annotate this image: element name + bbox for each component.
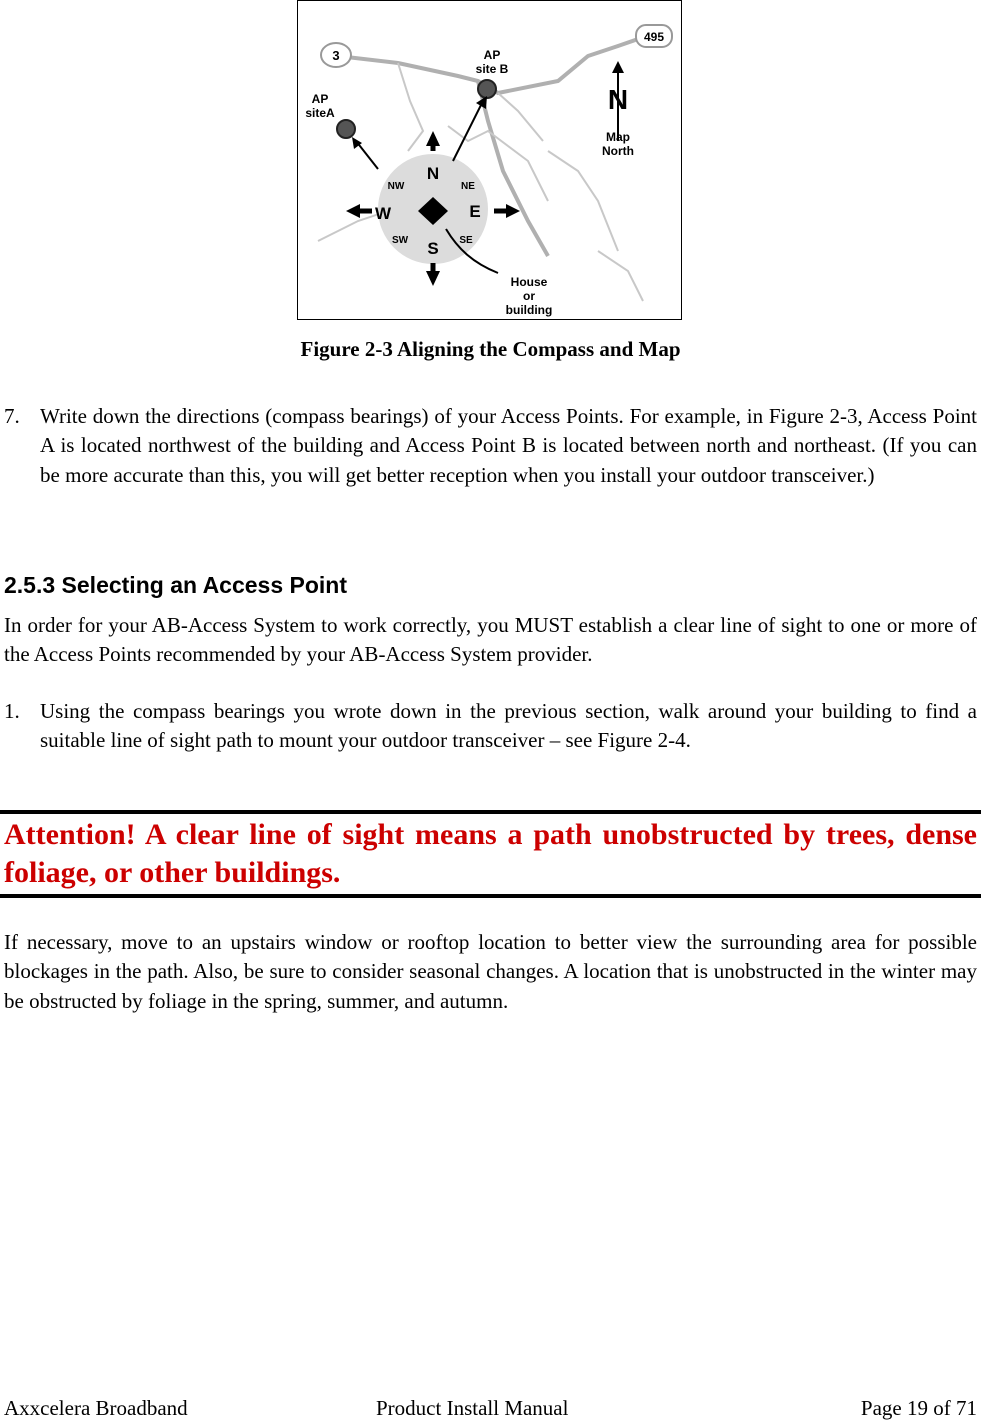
road-3-label: 3 bbox=[332, 48, 340, 63]
side-road bbox=[598, 251, 643, 301]
arrow-to-ap-site-a bbox=[356, 141, 378, 169]
compass-se-label: SE bbox=[459, 235, 473, 246]
page-footer bbox=[0, 1396, 981, 1426]
compass-sw-label: SW bbox=[391, 235, 409, 246]
step-1-text: Using the compass bearings you wrote down in the previous section, walk around your building to find a suitable line of sight path to mount your outdoor transceiver – see Figure 2-4. bbox=[40, 699, 977, 753]
side-road bbox=[498, 93, 543, 141]
map-north-label-line2: North bbox=[602, 144, 634, 158]
compass-ne-label: NE bbox=[461, 181, 475, 192]
house-label-line2: or bbox=[523, 289, 535, 303]
arrow-to-ap-site-b bbox=[453, 101, 483, 161]
compass-east-arrowhead bbox=[506, 204, 520, 218]
footer-page-number: Page 19 of 71 bbox=[860, 1396, 977, 1420]
step-7-text: Write down the directions (compass bearings) of your Access Points. For example, in Figure 2-3, Access Point A is located northwest of the building and Access Point B is located between north and northeast. (If you can be more accurate than this, you will get better reception when you install your outdoor transceiver.) bbox=[40, 404, 977, 487]
house-label-line1: House bbox=[510, 275, 548, 289]
step-1-number: 1. bbox=[4, 699, 20, 723]
compass-w-label: W bbox=[374, 204, 392, 223]
side-road bbox=[548, 151, 618, 251]
map-north-label-line1: Map bbox=[606, 130, 630, 144]
compass-map-figure bbox=[297, 0, 682, 320]
ap-site-a-label-line2: siteA bbox=[305, 106, 335, 120]
side-road bbox=[398, 63, 423, 151]
house-label-line3: building bbox=[505, 303, 553, 317]
ap-site-b-marker bbox=[478, 80, 496, 98]
compass-west-arrowhead bbox=[346, 204, 360, 218]
step-7-number: 7. bbox=[4, 404, 20, 428]
ap-site-a-label-line1: AP bbox=[311, 92, 329, 106]
ap-site-a-marker bbox=[337, 120, 355, 138]
compass-north-arrowhead bbox=[426, 131, 440, 146]
attention-rule-bottom bbox=[0, 894, 981, 898]
section-heading: 2.5.3 Selecting an Access Point bbox=[4, 572, 348, 598]
road-495-label: 495 bbox=[643, 30, 665, 44]
map-north-arrowhead bbox=[612, 61, 624, 73]
compass-nw-label: NW bbox=[387, 181, 405, 192]
compass-south-arrowhead bbox=[426, 271, 440, 286]
closing-paragraph: If necessary, move to an upstairs window or rooftop location to better view the surrounding area for possible blockages in the path. Also, be sure to consider seasonal changes. A location that is unobstructed in the winter may be obstructed by foliage in the spring, summer, and autumn. bbox=[4, 930, 977, 1013]
footer-document-title: Product Install Manual bbox=[376, 1396, 569, 1420]
compass-n-label: N bbox=[426, 164, 440, 183]
section-intro: In order for your AB-Access System to work correctly, you MUST establish a clear line of sight to one or more of the Access Points recommended by your AB-Access System provider. bbox=[4, 613, 977, 667]
compass-map-illustration bbox=[298, 1, 682, 320]
attention-callout: Attention! A clear line of sight means a path unobstructed by trees, dense foliage, or other buildings. bbox=[4, 818, 977, 889]
footer-company: Axxcelera Broadband bbox=[4, 1396, 188, 1420]
ap-site-b-label-line2: site B bbox=[475, 62, 509, 76]
figure-caption: Figure 2-3 Aligning the Compass and Map bbox=[300, 337, 681, 361]
ap-site-b-label-line1: AP bbox=[483, 48, 501, 62]
attention-rule-top bbox=[0, 810, 981, 814]
map-north-letter: N bbox=[607, 84, 629, 115]
compass-e-label: E bbox=[469, 202, 481, 221]
compass-s-label: S bbox=[427, 239, 439, 258]
